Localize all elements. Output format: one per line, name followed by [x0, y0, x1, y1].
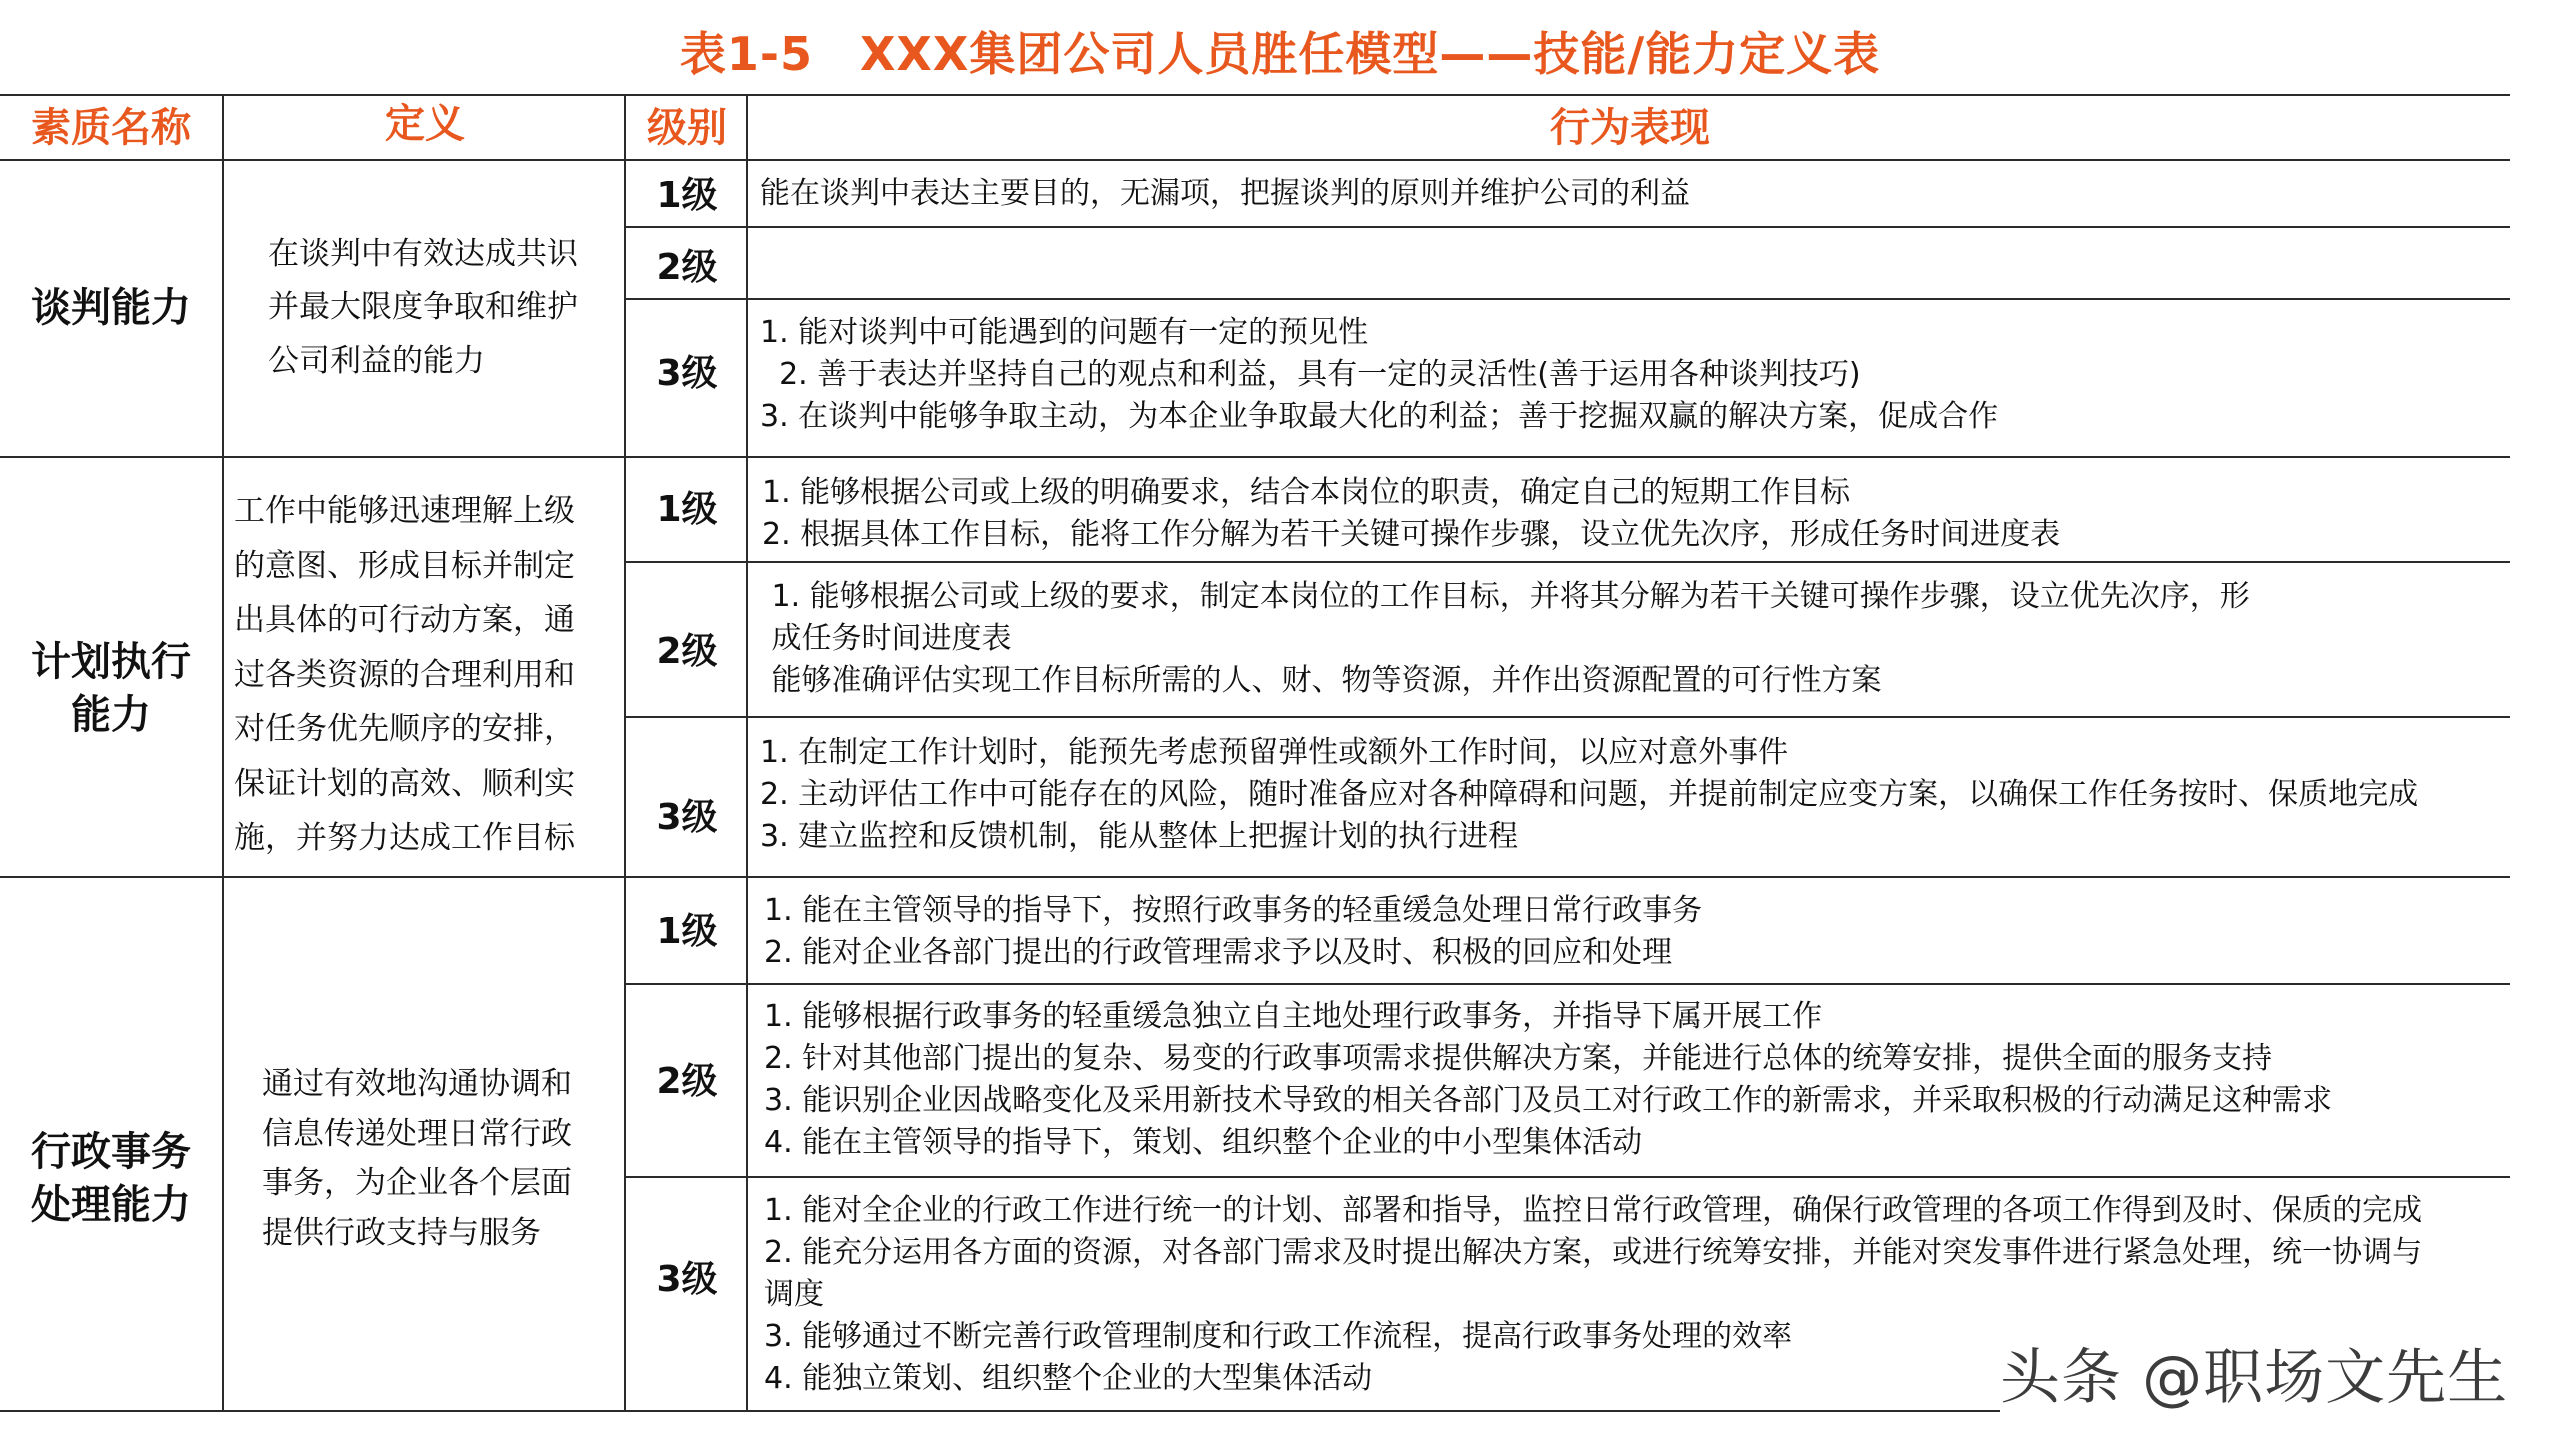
- behavior-line: 2. 能充分运用各方面的资源，对各部门需求及时提出解决方案，或进行统筹安排，并能对突发事件进行紧急处理，统一协调与: [764, 1235, 2423, 1270]
- quality-name: 行政事务 处理能力: [31, 1129, 191, 1228]
- behavior-line: 2. 根据具体工作目标，能将工作分解为若干关键可操作步骤，设立优先次序，形成任务时间进度表: [762, 517, 2061, 552]
- column-divider: [222, 94, 224, 1412]
- group-divider: [0, 876, 2510, 878]
- level-label: 2级: [656, 631, 718, 672]
- behavior-text: [762, 472, 2060, 556]
- level-label: 2级: [656, 1061, 718, 1102]
- header-behavior: 行为表现: [1550, 105, 1710, 151]
- behavior-line: 3. 能识别企业因战略变化及采用新技术导致的相关各部门及员工对行政工作的新需求，并采取积极的行动满足这种需求: [764, 1083, 2333, 1118]
- quality-name: 谈判能力: [31, 285, 191, 331]
- header-definition: 定义: [385, 101, 465, 147]
- behavior-line: 能在谈判中表达主要目的，无漏项，把握谈判的原则并维护公司的利益: [760, 176, 1690, 211]
- level-label: 2级: [656, 247, 718, 288]
- level-label: 3级: [656, 1259, 718, 1300]
- behavior-text: [760, 732, 2418, 858]
- behavior-line: 1. 能对谈判中可能遇到的问题有一定的预见性: [760, 315, 1369, 350]
- header-level: 级别: [647, 105, 727, 151]
- column-divider: [746, 94, 748, 1412]
- behavior-line: 1. 能够根据行政事务的轻重缓急独立自主地处理行政事务，并指导下属开展工作: [764, 999, 1823, 1034]
- behavior-text: [764, 890, 1702, 974]
- behavior-line: 1. 能对全企业的行政工作进行统一的计划、部署和指导，监控日常行政管理，确保行政管理的各项工作得到及时、保质的完成: [764, 1193, 2423, 1228]
- behavior-line: 1. 能够根据公司或上级的要求，制定本岗位的工作目标，并将其分解为若干关键可操作步骤，设立优先次序，形: [762, 579, 2250, 614]
- behavior-line: 1. 能够根据公司或上级的明确要求，结合本岗位的职责，确定自己的短期工作目标: [762, 475, 1851, 510]
- level-divider: [624, 1176, 2510, 1178]
- behavior-line: 3. 建立监控和反馈机制，能从整体上把握计划的执行进程: [760, 819, 1519, 854]
- behavior-text: [764, 996, 2332, 1164]
- level-divider: [624, 226, 2510, 228]
- behavior-line: 成任务时间进度表: [762, 621, 1012, 656]
- header-top-border: [0, 94, 2510, 96]
- table-title: 表1-5 XXX集团公司人员胜任模型——技能/能力定义表: [679, 27, 1881, 81]
- behavior-text: [760, 312, 1998, 438]
- table-bottom-border: [0, 1410, 2000, 1412]
- level-label: 1级: [656, 175, 718, 216]
- level-divider: [624, 561, 2510, 563]
- quality-definition: 工作中能够迅速理解上级 的意图、形成目标并制定 出具体的可行动方案，通 过各类资源的合理利用和 对任务优先顺序的安排， 保证计划的高效、顺利实 施，并努力达成工作目标: [234, 493, 575, 857]
- level-divider: [624, 298, 2510, 300]
- quality-definition: 通过有效地沟通协调和 信息传递处理日常行政 事务，为企业各个层面 提供行政支持与服务: [262, 1066, 572, 1251]
- header-bottom-border: [0, 159, 2510, 161]
- behavior-text: [762, 576, 2250, 702]
- behavior-text: [760, 173, 1690, 215]
- behavior-line: 4. 能在主管领导的指导下，策划、组织整个企业的中小型集体活动: [764, 1125, 1643, 1160]
- behavior-line: 3. 能够通过不断完善行政管理制度和行政工作流程，提高行政事务处理的效率: [764, 1319, 1793, 1354]
- behavior-line: 2. 主动评估工作中可能存在的风险，随时准备应对各种障碍和问题，并提前制定应变方案，以确保工作任务按时、保质地完成: [760, 777, 2419, 812]
- level-divider: [624, 983, 2510, 985]
- behavior-line: 1. 能在主管领导的指导下，按照行政事务的轻重缓急处理日常行政事务: [764, 893, 1703, 928]
- behavior-line: 2. 能对企业各部门提出的行政管理需求予以及时、积极的回应和处理: [764, 935, 1673, 970]
- behavior-line: 2. 善于表达并坚持自己的观点和利益，具有一定的灵活性(善于运用各种谈判技巧): [760, 357, 1861, 392]
- quality-name: 计划执行 能力: [31, 639, 191, 738]
- behavior-line: 1. 在制定工作计划时，能预先考虑预留弹性或额外工作时间，以应对意外事件: [760, 735, 1789, 770]
- header-quality-name: 素质名称: [31, 105, 191, 151]
- level-label: 1级: [656, 489, 718, 530]
- group-divider: [0, 456, 2510, 458]
- behavior-line: 2. 针对其他部门提出的复杂、易变的行政事项需求提供解决方案，并能进行总体的统筹安排，提供全面的服务支持: [764, 1041, 2273, 1076]
- level-divider: [624, 716, 2510, 718]
- behavior-line: 能够准确评估实现工作目标所需的人、财、物等资源，并作出资源配置的可行性方案: [762, 663, 1882, 698]
- behavior-line: 3. 在谈判中能够争取主动，为本企业争取最大化的利益；善于挖掘双赢的解决方案，促成合作: [760, 399, 1999, 434]
- level-label: 3级: [656, 353, 718, 394]
- behavior-line: 调度: [764, 1277, 824, 1312]
- behavior-line: 4. 能独立策划、组织整个企业的大型集体活动: [764, 1361, 1373, 1396]
- watermark: 头条 @职场文先生: [2000, 1343, 2509, 1413]
- column-divider: [624, 94, 626, 1412]
- quality-definition: 在谈判中有效达成共识 并最大限度争取和维护 公司利益的能力: [268, 236, 578, 379]
- level-label: 1级: [656, 911, 718, 952]
- level-label: 3级: [656, 797, 718, 838]
